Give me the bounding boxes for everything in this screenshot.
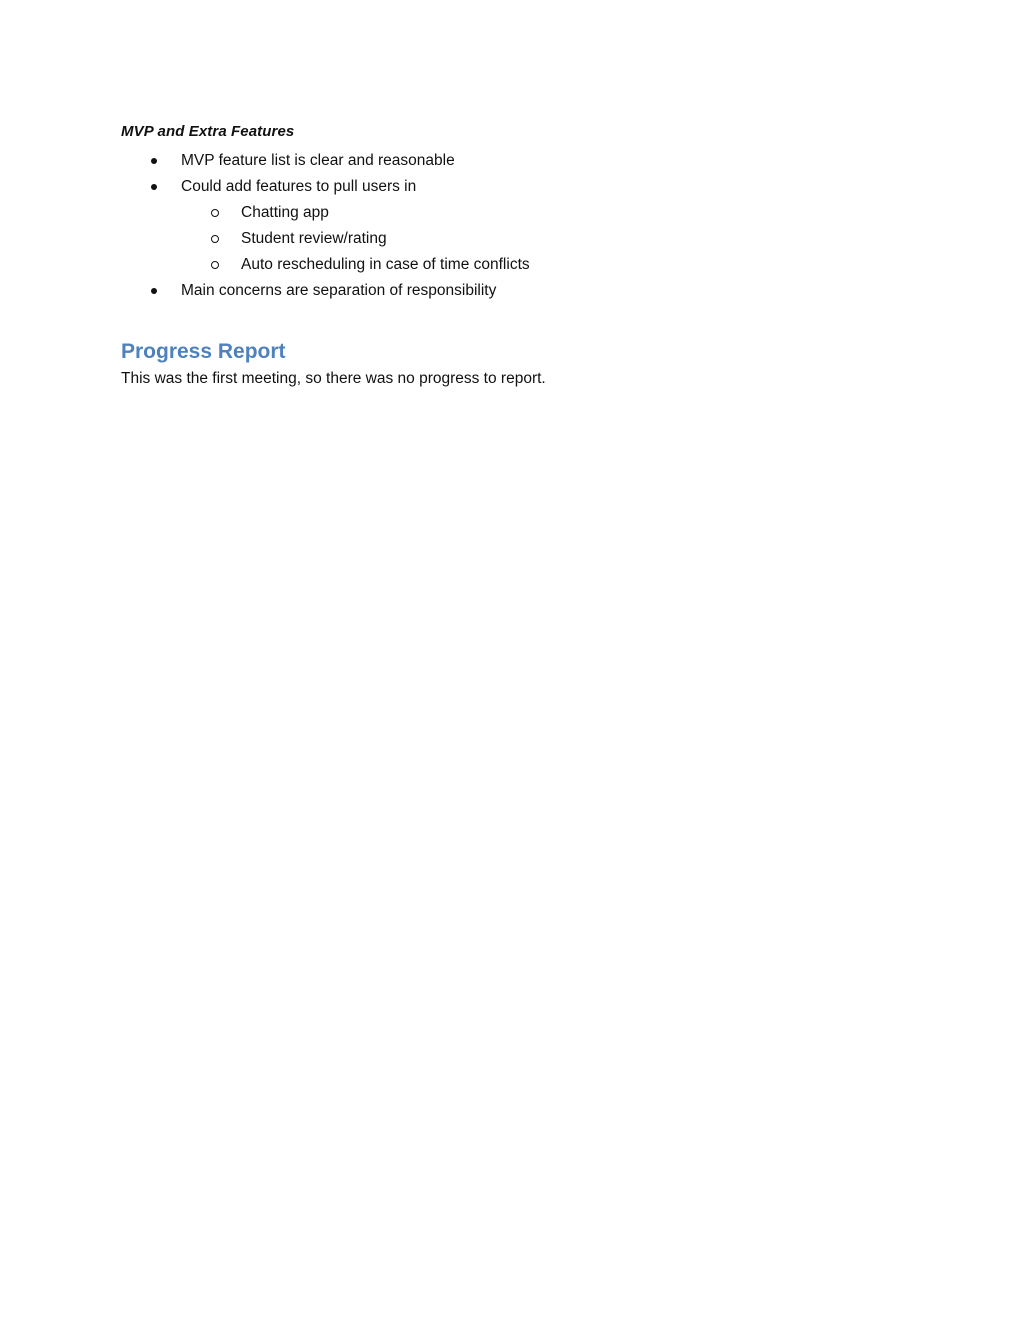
sub-item-text: Auto rescheduling in case of time conflicts xyxy=(241,256,530,273)
filled-circle-bullet-icon xyxy=(151,158,157,164)
sub-list-item xyxy=(181,226,901,252)
filled-circle-bullet-icon xyxy=(151,288,157,294)
features-subheading: MVP and Extra Features xyxy=(121,123,295,140)
sub-list-item xyxy=(181,252,901,278)
bullet-list-item xyxy=(121,278,901,304)
sub-item-text: Student review/rating xyxy=(241,230,387,247)
bullet-list-item xyxy=(121,174,901,200)
features-sub-list xyxy=(181,200,901,278)
features-bullet-list xyxy=(121,148,901,304)
hollow-circle-bullet-icon xyxy=(211,235,219,243)
bullet-text: Could add features to pull users in xyxy=(181,178,417,195)
progress-report-body: This was the first meeting, so there was no progress to report. xyxy=(121,370,546,387)
bullet-text: MVP feature list is clear and reasonable xyxy=(181,152,455,169)
sub-list-item xyxy=(181,200,901,226)
hollow-circle-bullet-icon xyxy=(211,261,219,269)
sub-list-container xyxy=(121,200,901,278)
sub-item-text: Chatting app xyxy=(241,204,329,221)
filled-circle-bullet-icon xyxy=(151,184,157,190)
page-content xyxy=(121,122,901,390)
bullet-text: Main concerns are separation of responsibility xyxy=(181,282,497,299)
hollow-circle-bullet-icon xyxy=(211,209,219,217)
progress-report-heading: Progress Report xyxy=(121,340,286,363)
bullet-list-item xyxy=(121,148,901,174)
